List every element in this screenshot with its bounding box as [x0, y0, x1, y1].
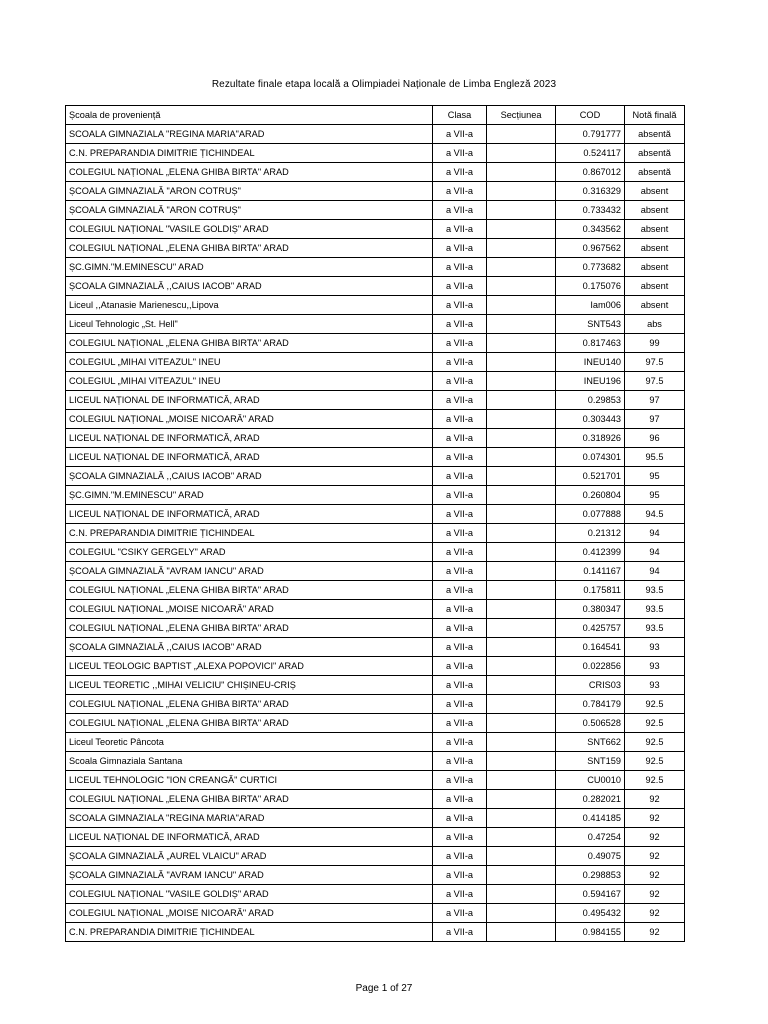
cell-school: ȘCOALA GIMNAZIALĂ "AVRAM IANCU" ARAD	[66, 866, 433, 885]
table-row	[66, 771, 685, 790]
cell-sectiunea	[487, 163, 556, 182]
cell-school: LICEUL NAȚIONAL DE INFORMATICĂ, ARAD	[66, 429, 433, 448]
cell-nota: 92	[625, 790, 685, 809]
cell-nota: absentă	[625, 125, 685, 144]
cell-school: COLEGIUL NAȚIONAL „MOISE NICOARĂ" ARAD	[66, 904, 433, 923]
cell-nota: 97.5	[625, 353, 685, 372]
cell-sectiunea	[487, 866, 556, 885]
cell-nota: 94	[625, 562, 685, 581]
cell-nota: absentă	[625, 144, 685, 163]
cell-cod: 0.077888	[556, 505, 625, 524]
cell-sectiunea	[487, 657, 556, 676]
cell-cod: 0.47254	[556, 828, 625, 847]
cell-sectiunea	[487, 486, 556, 505]
cell-clasa: a VII-a	[433, 885, 487, 904]
cell-clasa: a VII-a	[433, 923, 487, 942]
cell-clasa: a VII-a	[433, 201, 487, 220]
cell-school: ȘCOALA GIMNAZIALĂ „AUREL VLAICU" ARAD	[66, 847, 433, 866]
cell-cod: 0.260804	[556, 486, 625, 505]
cell-school: ȘCOALA GIMNAZIALĂ ,,CAIUS IACOB" ARAD	[66, 638, 433, 657]
cell-cod: 0.773682	[556, 258, 625, 277]
cell-cod: 0.521701	[556, 467, 625, 486]
cell-clasa: a VII-a	[433, 600, 487, 619]
table-row	[66, 809, 685, 828]
cell-nota: 92.5	[625, 695, 685, 714]
cell-cod: 0.49075	[556, 847, 625, 866]
table-row	[66, 657, 685, 676]
cell-cod: SNT662	[556, 733, 625, 752]
table-row	[66, 638, 685, 657]
cell-clasa: a VII-a	[433, 828, 487, 847]
cell-clasa: a VII-a	[433, 714, 487, 733]
cell-sectiunea	[487, 239, 556, 258]
cell-sectiunea	[487, 790, 556, 809]
cell-sectiunea	[487, 201, 556, 220]
cell-clasa: a VII-a	[433, 562, 487, 581]
table-row	[66, 486, 685, 505]
cell-clasa: a VII-a	[433, 467, 487, 486]
cell-nota: absent	[625, 277, 685, 296]
table-body	[66, 125, 685, 942]
cell-sectiunea	[487, 296, 556, 315]
cell-clasa: a VII-a	[433, 163, 487, 182]
table-row	[66, 676, 685, 695]
table-row	[66, 410, 685, 429]
cell-cod: 0.316329	[556, 182, 625, 201]
cell-clasa: a VII-a	[433, 372, 487, 391]
cell-sectiunea	[487, 904, 556, 923]
cell-nota: absent	[625, 296, 685, 315]
cell-clasa: a VII-a	[433, 277, 487, 296]
table-header-row	[66, 106, 685, 125]
table-row	[66, 885, 685, 904]
table-row	[66, 847, 685, 866]
cell-sectiunea	[487, 372, 556, 391]
cell-cod: 0.425757	[556, 619, 625, 638]
table-row	[66, 315, 685, 334]
cell-sectiunea	[487, 448, 556, 467]
cell-school: COLEGIUL NAȚIONAL „ELENA GHIBA BIRTA" ARAD	[66, 695, 433, 714]
cell-sectiunea	[487, 885, 556, 904]
cell-clasa: a VII-a	[433, 733, 487, 752]
table-row	[66, 505, 685, 524]
cell-nota: 95.5	[625, 448, 685, 467]
cell-cod: 0.175811	[556, 581, 625, 600]
cell-sectiunea	[487, 752, 556, 771]
cell-clasa: a VII-a	[433, 771, 487, 790]
cell-nota: absent	[625, 239, 685, 258]
cell-school: SCOALA GIMNAZIALA "REGINA MARIA"ARAD	[66, 809, 433, 828]
table-row	[66, 201, 685, 220]
cell-sectiunea	[487, 334, 556, 353]
cell-clasa: a VII-a	[433, 695, 487, 714]
cell-clasa: a VII-a	[433, 125, 487, 144]
table-row	[66, 790, 685, 809]
cell-school: COLEGIUL NAȚIONAL "VASILE GOLDIȘ" ARAD	[66, 220, 433, 239]
cell-school: COLEGIUL NAȚIONAL „ELENA GHIBA BIRTA" ARAD	[66, 581, 433, 600]
cell-sectiunea	[487, 543, 556, 562]
table-row	[66, 543, 685, 562]
cell-nota: 93.5	[625, 619, 685, 638]
cell-clasa: a VII-a	[433, 676, 487, 695]
table-row	[66, 239, 685, 258]
cell-clasa: a VII-a	[433, 315, 487, 334]
header-clasa: Clasa	[433, 106, 487, 125]
cell-nota: 97	[625, 410, 685, 429]
cell-cod: 0.791777	[556, 125, 625, 144]
document-title: Rezultate finale etapa locală a Olimpiadei Naționale de Limba Engleză 2023	[211, 79, 557, 90]
cell-sectiunea	[487, 695, 556, 714]
cell-clasa: a VII-a	[433, 410, 487, 429]
cell-school: LICEUL NAȚIONAL DE INFORMATICĂ, ARAD	[66, 391, 433, 410]
cell-sectiunea	[487, 923, 556, 942]
cell-clasa: a VII-a	[433, 847, 487, 866]
cell-clasa: a VII-a	[433, 543, 487, 562]
cell-school: COLEGIUL NAȚIONAL "VASILE GOLDIȘ" ARAD	[66, 885, 433, 904]
cell-school: COLEGIUL NAȚIONAL „ELENA GHIBA BIRTA" ARAD	[66, 163, 433, 182]
table-row	[66, 144, 685, 163]
cell-clasa: a VII-a	[433, 809, 487, 828]
cell-nota: 93.5	[625, 581, 685, 600]
cell-nota: 92	[625, 828, 685, 847]
cell-nota: absent	[625, 220, 685, 239]
cell-cod: 0.412399	[556, 543, 625, 562]
cell-sectiunea	[487, 315, 556, 334]
table-row	[66, 562, 685, 581]
cell-nota: 92.5	[625, 714, 685, 733]
cell-cod: INEU140	[556, 353, 625, 372]
cell-clasa: a VII-a	[433, 144, 487, 163]
cell-cod: 0.414185	[556, 809, 625, 828]
cell-sectiunea	[487, 410, 556, 429]
cell-nota: 93	[625, 638, 685, 657]
cell-school: Liceul Tehnologic „St. Hell"	[66, 315, 433, 334]
cell-clasa: a VII-a	[433, 866, 487, 885]
cell-nota: 94	[625, 543, 685, 562]
cell-sectiunea	[487, 828, 556, 847]
cell-school: COLEGIUL "CSIKY GERGELY" ARAD	[66, 543, 433, 562]
cell-clasa: a VII-a	[433, 657, 487, 676]
cell-sectiunea	[487, 581, 556, 600]
cell-school: LICEUL TEOLOGIC BAPTIST „ALEXA POPOVICI" ARAD	[66, 657, 433, 676]
table-row	[66, 467, 685, 486]
cell-nota: 92	[625, 866, 685, 885]
table-row	[66, 828, 685, 847]
table-row	[66, 391, 685, 410]
cell-clasa: a VII-a	[433, 391, 487, 410]
cell-cod: 0.074301	[556, 448, 625, 467]
cell-cod: 0.318926	[556, 429, 625, 448]
cell-nota: 99	[625, 334, 685, 353]
cell-school: COLEGIUL NAȚIONAL „ELENA GHIBA BIRTA" ARAD	[66, 619, 433, 638]
header-nota: Notă finală	[625, 106, 685, 125]
cell-school: LICEUL TEORETIC ,,MIHAI VELICIU" CHIȘINEU-CRIȘ	[66, 676, 433, 695]
cell-clasa: a VII-a	[433, 752, 487, 771]
cell-cod: INEU196	[556, 372, 625, 391]
cell-sectiunea	[487, 771, 556, 790]
cell-sectiunea	[487, 714, 556, 733]
cell-clasa: a VII-a	[433, 581, 487, 600]
cell-school: COLEGIUL „MIHAI VITEAZUL" INEU	[66, 353, 433, 372]
cell-clasa: a VII-a	[433, 220, 487, 239]
cell-cod: 0.303443	[556, 410, 625, 429]
cell-clasa: a VII-a	[433, 486, 487, 505]
table-row	[66, 600, 685, 619]
cell-sectiunea	[487, 258, 556, 277]
cell-school: C.N. PREPARANDIA DIMITRIE ȚICHINDEAL	[66, 923, 433, 942]
cell-nota: 97	[625, 391, 685, 410]
cell-school: SCOALA GIMNAZIALA "REGINA MARIA"ARAD	[66, 125, 433, 144]
cell-school: ȘCOALA GIMNAZIALĂ "ARON COTRUȘ"	[66, 201, 433, 220]
table-row	[66, 277, 685, 296]
cell-school: COLEGIUL „MIHAI VITEAZUL" INEU	[66, 372, 433, 391]
table-row	[66, 619, 685, 638]
cell-sectiunea	[487, 429, 556, 448]
cell-cod: 0.506528	[556, 714, 625, 733]
cell-clasa: a VII-a	[433, 239, 487, 258]
cell-school: COLEGIUL NAȚIONAL „MOISE NICOARĂ" ARAD	[66, 600, 433, 619]
cell-school: ȘC.GIMN."M.EMINESCU" ARAD	[66, 486, 433, 505]
cell-sectiunea	[487, 619, 556, 638]
cell-clasa: a VII-a	[433, 904, 487, 923]
cell-sectiunea	[487, 391, 556, 410]
cell-school: Scoala Gimnaziala Santana	[66, 752, 433, 771]
table-row	[66, 353, 685, 372]
cell-cod: 0.594167	[556, 885, 625, 904]
cell-sectiunea	[487, 562, 556, 581]
cell-sectiunea	[487, 809, 556, 828]
cell-cod: 0.21312	[556, 524, 625, 543]
cell-cod: 0.984155	[556, 923, 625, 942]
cell-nota: 96	[625, 429, 685, 448]
cell-clasa: a VII-a	[433, 353, 487, 372]
cell-sectiunea	[487, 600, 556, 619]
cell-cod: 0.967562	[556, 239, 625, 258]
cell-cod: 0.524117	[556, 144, 625, 163]
cell-school: LICEUL NAȚIONAL DE INFORMATICĂ, ARAD	[66, 828, 433, 847]
table-row	[66, 258, 685, 277]
cell-clasa: a VII-a	[433, 638, 487, 657]
cell-cod: 0.733432	[556, 201, 625, 220]
cell-sectiunea	[487, 353, 556, 372]
cell-cod: 0.282021	[556, 790, 625, 809]
cell-nota: 92.5	[625, 733, 685, 752]
cell-school: COLEGIUL NAȚIONAL „ELENA GHIBA BIRTA" ARAD	[66, 714, 433, 733]
cell-nota: absent	[625, 201, 685, 220]
cell-school: COLEGIUL NAȚIONAL „ELENA GHIBA BIRTA" ARAD	[66, 334, 433, 353]
cell-school: LICEUL NAȚIONAL DE INFORMATICĂ, ARAD	[66, 505, 433, 524]
table-row	[66, 429, 685, 448]
table-row	[66, 220, 685, 239]
cell-clasa: a VII-a	[433, 258, 487, 277]
cell-nota: 92.5	[625, 752, 685, 771]
cell-cod: 0.784179	[556, 695, 625, 714]
cell-cod: 0.29853	[556, 391, 625, 410]
cell-nota: 97.5	[625, 372, 685, 391]
cell-school: COLEGIUL NAȚIONAL „ELENA GHIBA BIRTA" ARAD	[66, 790, 433, 809]
cell-nota: 92.5	[625, 771, 685, 790]
cell-cod: SNT543	[556, 315, 625, 334]
cell-clasa: a VII-a	[433, 448, 487, 467]
cell-school: Liceul Teoretic Pâncota	[66, 733, 433, 752]
cell-cod: 0.817463	[556, 334, 625, 353]
cell-clasa: a VII-a	[433, 334, 487, 353]
cell-school: ȘCOALA GIMNAZIALĂ ,,CAIUS IACOB" ARAD	[66, 277, 433, 296]
cell-sectiunea	[487, 220, 556, 239]
cell-school: ȘCOALA GIMNAZIALĂ ,,CAIUS IACOB" ARAD	[66, 467, 433, 486]
cell-nota: 92	[625, 847, 685, 866]
cell-school: ȘCOALA GIMNAZIALĂ "AVRAM IANCU" ARAD	[66, 562, 433, 581]
cell-sectiunea	[487, 847, 556, 866]
cell-sectiunea	[487, 125, 556, 144]
cell-cod: 0.380347	[556, 600, 625, 619]
cell-cod: 0.343562	[556, 220, 625, 239]
cell-cod: 0.495432	[556, 904, 625, 923]
cell-sectiunea	[487, 144, 556, 163]
cell-sectiunea	[487, 733, 556, 752]
cell-nota: 92	[625, 904, 685, 923]
results-table	[65, 105, 685, 942]
cell-nota: 92	[625, 923, 685, 942]
cell-nota: 93.5	[625, 600, 685, 619]
table-row	[66, 581, 685, 600]
cell-nota: absentă	[625, 163, 685, 182]
cell-clasa: a VII-a	[433, 790, 487, 809]
header-sectiunea: Secțiunea	[487, 106, 556, 125]
cell-cod: SNT159	[556, 752, 625, 771]
header-school: Școala de proveniență	[66, 106, 433, 125]
table-row	[66, 163, 685, 182]
cell-clasa: a VII-a	[433, 182, 487, 201]
table-row	[66, 733, 685, 752]
cell-nota: 95	[625, 467, 685, 486]
cell-cod: 0.867012	[556, 163, 625, 182]
table-row	[66, 714, 685, 733]
cell-sectiunea	[487, 505, 556, 524]
cell-school: ȘC.GIMN."M.EMINESCU" ARAD	[66, 258, 433, 277]
cell-nota: absent	[625, 182, 685, 201]
cell-cod: 0.164541	[556, 638, 625, 657]
cell-cod: Iam006	[556, 296, 625, 315]
table-row	[66, 125, 685, 144]
table-row	[66, 296, 685, 315]
cell-nota: 93	[625, 657, 685, 676]
cell-cod: 0.175076	[556, 277, 625, 296]
cell-sectiunea	[487, 467, 556, 486]
cell-sectiunea	[487, 676, 556, 695]
cell-school: Liceul ,,Atanasie Marienescu,,Lipova	[66, 296, 433, 315]
cell-sectiunea	[487, 182, 556, 201]
cell-nota: 94.5	[625, 505, 685, 524]
cell-clasa: a VII-a	[433, 429, 487, 448]
cell-nota: 95	[625, 486, 685, 505]
cell-school: C.N. PREPARANDIA DIMITRIE ȚICHINDEAL	[66, 524, 433, 543]
cell-nota: absent	[625, 258, 685, 277]
cell-cod: CRIS03	[556, 676, 625, 695]
cell-sectiunea	[487, 277, 556, 296]
header-cod: COD	[556, 106, 625, 125]
table-row	[66, 866, 685, 885]
cell-sectiunea	[487, 524, 556, 543]
page-footer: Page 1 of 27	[355, 983, 413, 994]
cell-cod: CU0010	[556, 771, 625, 790]
cell-clasa: a VII-a	[433, 505, 487, 524]
cell-nota: 94	[625, 524, 685, 543]
cell-nota: 93	[625, 676, 685, 695]
cell-clasa: a VII-a	[433, 619, 487, 638]
table-row	[66, 524, 685, 543]
table-row	[66, 372, 685, 391]
cell-school: COLEGIUL NAȚIONAL „ELENA GHIBA BIRTA" ARAD	[66, 239, 433, 258]
cell-school: ȘCOALA GIMNAZIALĂ "ARON COTRUȘ"	[66, 182, 433, 201]
cell-sectiunea	[487, 638, 556, 657]
table-row	[66, 904, 685, 923]
cell-cod: 0.022856	[556, 657, 625, 676]
table-row	[66, 695, 685, 714]
table-row	[66, 448, 685, 467]
cell-school: LICEUL NAȚIONAL DE INFORMATICĂ, ARAD	[66, 448, 433, 467]
table-row	[66, 752, 685, 771]
table-row	[66, 334, 685, 353]
table-row	[66, 182, 685, 201]
cell-school: COLEGIUL NAȚIONAL „MOISE NICOARĂ" ARAD	[66, 410, 433, 429]
table-row	[66, 923, 685, 942]
cell-cod: 0.298853	[556, 866, 625, 885]
cell-school: LICEUL TEHNOLOGIC "ION CREANGĂ" CURTICI	[66, 771, 433, 790]
cell-nota: 92	[625, 809, 685, 828]
cell-nota: 92	[625, 885, 685, 904]
cell-cod: 0.141167	[556, 562, 625, 581]
cell-clasa: a VII-a	[433, 296, 487, 315]
cell-nota: abs	[625, 315, 685, 334]
cell-school: C.N. PREPARANDIA DIMITRIE ȚICHINDEAL	[66, 144, 433, 163]
cell-clasa: a VII-a	[433, 524, 487, 543]
